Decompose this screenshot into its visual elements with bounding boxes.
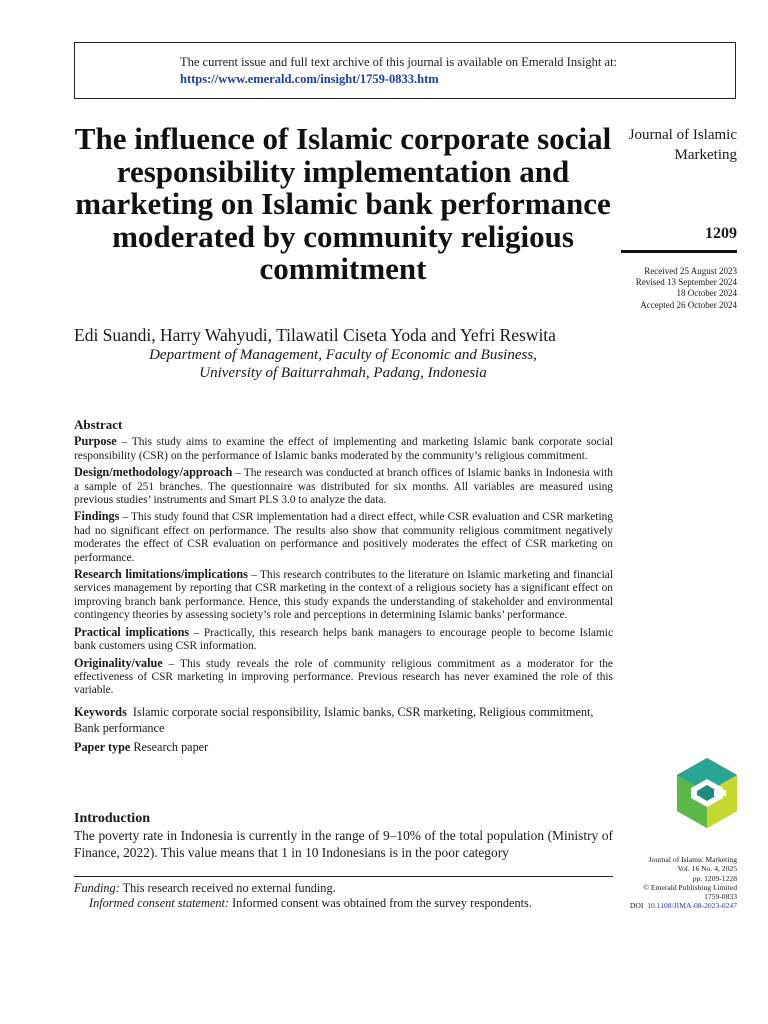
- affiliation-line-2: University of Baiturrahmah, Padang, Indonesia: [199, 365, 487, 381]
- section-text: – This research contributes to the literature on Islamic marketing and financial services management by reporting that CSR marketing in the context of a religious society has a significant effect on improving branch bank performance. Hence, this study expands the understanding of stakeholder and environmental contingency theories by assessing society’s role and perceptions in determining Islamic banks’ performance.: [74, 569, 613, 622]
- intro-heading: Introduction: [74, 811, 150, 826]
- journal-name: Journal of Islamic Marketing: [628, 127, 737, 163]
- citation-pages: pp. 1209-1228: [692, 873, 737, 883]
- abstract-heading: Abstract: [74, 417, 123, 432]
- crossmark-logo-icon[interactable]: [676, 757, 738, 829]
- footnote-consent: [74, 896, 613, 911]
- section-text: – This study aims to examine the effect of implementing and marketing Islamic bank corporate social responsibility (CSR) on the performance of Islamic banks moderated by the community’s religious commitment.: [74, 436, 613, 462]
- abstract-findings: [74, 510, 613, 565]
- citation-publisher: © Emerald Publishing Limited: [643, 882, 737, 892]
- article-title: The influence of Islamic corporate social responsibility implementation and marketing on Islamic bank performance moderated by community religious commitment: [74, 121, 612, 286]
- abstract-originality: [74, 657, 613, 698]
- citation-journal: Journal of Islamic Marketing: [648, 855, 737, 864]
- affiliation-line-1: Department of Management, Faculty of Economic and Business,: [149, 347, 537, 363]
- section-label: Purpose: [74, 434, 117, 449]
- section-text: – The research was conducted at branch offices of Islamic banks in Indonesia with a sample of 251 branches. The questionnaire was distributed for six months. All variables are measured using previous studies’ instruments and Smart PLS 3.0 to analyze the data.: [74, 467, 613, 507]
- footnotes: [74, 881, 613, 911]
- paper-type-label: Paper type: [74, 739, 131, 754]
- footnote-divider: [74, 876, 613, 877]
- section-text: – Practically, this research helps bank managers to encourage people to become Islamic bank customers using CSR information.: [74, 626, 613, 653]
- funding-text: This research received no external funding.: [119, 881, 336, 895]
- date-revised-2: 18 October 2024: [676, 288, 737, 299]
- keywords-text: Islamic corporate social responsibility, Islamic banks, CSR marketing, Religious commitment, Bank performance: [74, 704, 594, 735]
- funding-label: Funding:: [74, 881, 120, 895]
- footnote-funding: [74, 881, 613, 896]
- intro-paragraph: The poverty rate in Indonesia is currently in the range of 9–10% of the total population (Ministry of Finance, 2022). This value means that 1 in 10 Indonesians is in the poor category: [74, 828, 613, 860]
- citation-volume: Vol. 16 No. 4, 2025: [677, 864, 737, 874]
- section-label: Design/methodology/approach: [74, 465, 233, 480]
- sidebar-divider: [621, 250, 737, 253]
- abstract: [74, 418, 613, 754]
- date-accepted: Accepted 26 October 2024: [640, 299, 737, 310]
- section-label: Practical implications: [74, 624, 190, 639]
- citation-issn: 1759-0833: [704, 892, 737, 902]
- section-label: Originality/value: [74, 655, 163, 670]
- section-text: – This study found that CSR implementation had a direct effect, while CSR evaluation and CSR marketing had no significant effect on performance. The results also show that community religious commitment negatively moderates the effect of CSR evaluation on performance and positively moderates the effect of CSR marketing on performance.: [74, 511, 613, 564]
- abstract-design: [74, 466, 613, 507]
- banner-text: The current issue and full text archive of this journal is available on Emerald Insight at:: [180, 55, 618, 69]
- citation-block: [612, 855, 737, 911]
- keywords-label: Keywords: [74, 704, 127, 719]
- archive-banner: [74, 42, 736, 99]
- date-revised: Revised 13 September 2024: [635, 277, 737, 288]
- abstract-practical: [74, 626, 613, 654]
- submission-dates: [612, 266, 737, 311]
- section-label: Findings: [74, 509, 120, 524]
- abstract-limitations: [74, 568, 613, 623]
- section-label: Research limitations/implications: [74, 567, 248, 582]
- authors: Edi Suandi, Harry Wahyudi, Tilawatil Ciseta Yoda and Yefri Reswita: [74, 325, 556, 345]
- keywords: [74, 704, 613, 736]
- affiliation: [74, 346, 612, 382]
- doi-link[interactable]: 10.1108/JIMA-08-2023-0247: [647, 901, 737, 911]
- paper-type: [74, 741, 613, 754]
- section-text: – This study reveals the role of community religious commitment as a moderator for the effectiveness of CSR marketing in improving performance. Previous research has never examined the role of this variable.: [74, 657, 613, 697]
- banner-link[interactable]: https://www.emerald.com/insight/1759-0833.htm: [180, 72, 439, 86]
- consent-text: Informed consent was obtained from the survey respondents.: [229, 896, 532, 910]
- date-received: Received 25 August 2023: [644, 266, 737, 276]
- citation-doi: [612, 901, 737, 910]
- consent-label: Informed consent statement:: [89, 896, 230, 910]
- page-number: 1209: [705, 225, 737, 242]
- paper-type-value: Research paper: [133, 739, 209, 754]
- doi-label: DOI: [629, 901, 644, 911]
- abstract-purpose: [74, 435, 613, 463]
